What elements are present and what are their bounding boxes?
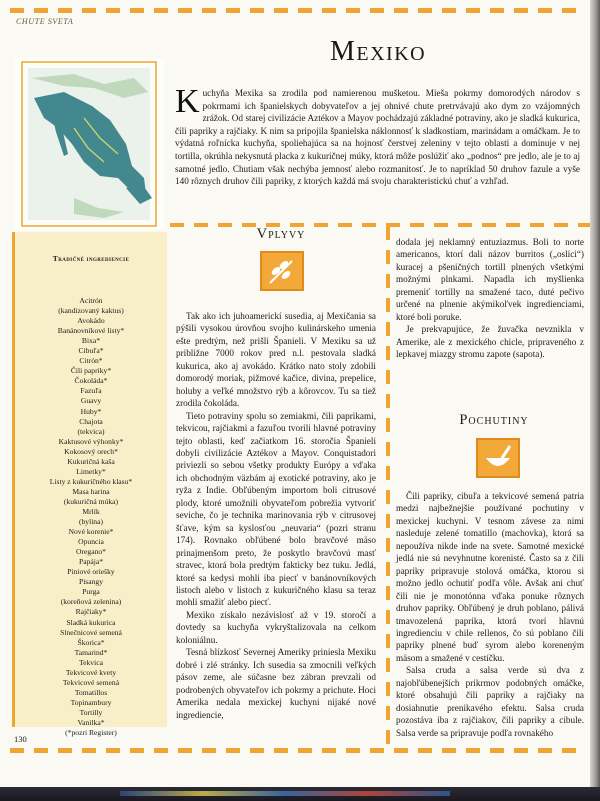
ingredient-item: Papája*: [78, 557, 104, 567]
leaf-branch-icon: [260, 251, 304, 291]
ingredient-item: Citrón*: [79, 356, 103, 366]
ingredient-item: (koreňová zelenina): [60, 597, 122, 607]
ingredient-item: Opuncia: [78, 537, 104, 547]
mortar-pestle-icon: [476, 438, 520, 478]
ingredient-item: Tomatillos: [74, 687, 108, 697]
paragraph: Tesná blízkosť Severnej Ameriky priniesla Mexiku dobré i zlé stránky. Ich susedia sa zmocnili veľkých pásov zeme, ale súčasne bez zábran prevzali od podrobených obyvateľov ich pokrmy a prichute. Hoci Amerika nedala mexickej kuchyni nijaké nové ingrediencie,: [176, 647, 376, 720]
ingredients-sidebar: [12, 232, 167, 738]
section-label: CHUTE SVETA: [16, 17, 74, 26]
paragraph: Salsa cruda a salsa verde sú dva z najobľúbenejších prikrmov podobných omáčke, ktoré obsahujú čili papriky a rajčiaky na dosiahnutie prenikavého efektu. Salsa cruda pozostáva iba z rajčiakov, čili papriky a cibule. Salsa verde sa pripravuje podľa rovnakého: [396, 665, 584, 738]
ingredient-item: Vanilka*: [77, 717, 105, 727]
ingredient-item: Čokoláda*: [74, 376, 108, 386]
ingredient-item: Fazuľa: [80, 386, 102, 396]
ingredient-item: Listy z kukuričného klasu*: [49, 476, 133, 486]
ingredient-item: Cibuľa*: [78, 346, 104, 356]
ingredient-item: Purga: [82, 587, 100, 597]
page-number: 130: [14, 734, 27, 744]
ingredient-item: Kokosový orech*: [64, 446, 118, 456]
section-title-pochutiny: Pochutiny: [459, 412, 529, 428]
paragraph: dodala jej neklamný entuziazmus. Boli to norte americanos, ktorí dali názov burritos („oslíci“) kuracej a pšeničných tortill plnených všetkými možnými plnkami. Napadla ich myšlienka premeniť tortilly na smažené taco, duté pečivo určené na plnenie akýmikoľvek ingredienciami, ktoré boli poruke.: [396, 237, 584, 322]
ingredient-item: (kandizovaný kaktus): [58, 306, 124, 316]
top-border: [10, 8, 585, 13]
ingredient-item: Pisangy: [78, 577, 104, 587]
ingredient-item: Masa harina: [72, 486, 110, 496]
ingredient-item: Slnečnicové semená: [60, 627, 122, 637]
ingredient-item: Tekvica: [79, 657, 103, 667]
page-title: Mexiko: [330, 36, 427, 67]
intro-text: uchyňa Mexika sa zrodila pod namierenou mušketou. Mieša pokrmy domorodých národov s pokrmami ich španielskych dobyvateľov a jej ohnivé chute pretrvávajú ako dym zo vzájomných zrážok. Od starej civilizácie Aztékov a Mayov pochádzajú základné potraviny, ako je sladká kukurica, čili papriky a rajčiaky. K nim sa pripojila španielska náklonnosť k sladkostiam, marinádam a omáčkam. Je to výdatná roľnícka kuchyňa, spoliehajúca sa na hojnosť čerstvej zeleniny v tejto oblasti a dominuje v nej tortilla, okrúhla nekysnutá placka z kukuričnej múky, ktorá môže poslúžiť ako „podnos“ pre jedlo, ale je to aj samotné jedlo. Chutiam však nechýba jemnosť alebo rozmanitosť. Je to napríklad 50 druhov fazule a vyše 140 rôznych druhov čili papriky, z ktorých každá má svoju charakteristickú chuť a vzhľad.: [175, 88, 580, 187]
ingredients-list: [15, 296, 167, 738]
ingredient-item: Čili papriky*: [70, 366, 112, 376]
mexico-map-illustration: [14, 58, 164, 230]
column-pochutiny: [396, 490, 584, 739]
bottom-border: [10, 748, 585, 753]
column-vplyvy: [176, 310, 376, 721]
ingredient-item: (*pozri Register): [65, 728, 117, 738]
ingredient-item: Bixa*: [81, 336, 101, 346]
intro-paragraph: [175, 83, 580, 188]
ingredient-item: Avokádo: [77, 316, 105, 326]
ingredient-item: Mrlík: [82, 506, 100, 516]
paragraph: Mexiko získalo nezávislosť až v 19. storočí a dovtedy sa kuchyňa vykryštalizovala na celkom koloniálnu.: [176, 609, 376, 645]
ingredient-item: Sladká kukurica: [66, 617, 116, 627]
bottom-edge: [0, 787, 600, 801]
ingredient-item: Guavy: [80, 396, 102, 406]
sidebar-title: Tradičné ingrediencie: [52, 254, 130, 263]
ingredient-item: Rajčiaky*: [75, 607, 107, 617]
ingredient-item: Škorica*: [77, 637, 105, 647]
paragraph: Tak ako ich juhoamerickí susedia, aj Mexičania sa pýšili vysokou úrovňou svojho kulinárskeho umenia ešte predtým, než prišli Španieli. V Mexiku sa už približne 7000 rokov pred n.l. pestovala sladká kukurica, ako aj avokádo. Krátko nato stoly zdobili domorodý moriak, pižmové kačice, divina, prepelice, holuby a veľké množstvo rýb a kôrovcov. Tu sa tiež zrodila čokoláda.: [176, 311, 376, 409]
ingredient-item: Banánovníkové listy*: [57, 326, 125, 336]
ingredient-item: (bylina): [78, 517, 104, 527]
paragraph: Je prekvapujúce, že žuvačka nevznikla v Amerike, ale z mexického chicle, pripraveného z lepkavej miazgy stromu zapote (sapota).: [396, 324, 584, 360]
ingredient-item: Limetky*: [76, 466, 106, 476]
ingredient-item: Oregano*: [76, 547, 106, 557]
ingredient-item: Tortilly: [79, 707, 103, 717]
section-title-vplyvy: Vplyvy: [256, 226, 306, 242]
column-right-top: [396, 236, 584, 361]
ingredient-item: Kukuričná kaša: [67, 456, 115, 466]
paragraph: Čili papriky, cibuľa a tekvicové semená patria medzi najbežnejšie používané pochutiny v mexickej kuchyni. V tesnom závese za nimi nasleduje zelené tomatillo (machovka), ktorá sa nepoužíva nikde inde na svete. Samotné mexické jedlá nie sú nevyhnutne korenisté. Často sa z čili papriky pripravuje stolová omáčka, ktorou si možno jedlo ochutiť podľa vôle. Avšak ani chuť čili nie je monotónna vďaka ponuke rôznych druhov papriky. Obľúbený je druh poblano, pálivá tmavozelená paprika, ktorá tvorí hlavnú ingredienciu v chile rellenos, čo sú poblano čili papriky plnené buď syrom alebo koreneným mäsom a smažené v cestíčku.: [396, 491, 584, 663]
ingredient-item: Tamarind*: [74, 647, 108, 657]
ingredient-item: Tekvicové kvety: [65, 667, 117, 677]
paragraph: Tieto potraviny spolu so zemiakmi, čili paprikami, tekvicou, rajčiakmi a fazuľou tvorili hlavné potraviny tejto oblasti, keď začiatkom 16. storočia Španieli dobyli civilizácie Aztékov a Mayov. Conquistadori priviezli so sebou všetky produkty Európy a vďaka ich obchodným väzbám aj exotické potraviny, ako je ryža z Indie. Obľúbeným importom boli citrusové plody, ktoré umožnili obyvateľom pobrežia vytvoriť seviche, čo je technika marinovania rýb v citrusovej šťave, kým sa kyslosťou „neuvaria“ (pozri stranu 174). Rovnako obľúbené bolo bravčové mäso prinajmenšom preto, že poskytlo bravčovú masť stravec, ktorá bola predtým fakticky bez tuku. Jedlá, ktoré sa kedysi mohli iba piecť v banánovníkových listoch alebo v listoch z kukuričného klasu sa teraz mohli smažiť alebo piecť.: [176, 410, 376, 608]
drop-cap: K: [175, 83, 200, 120]
book-gutter: [590, 0, 600, 801]
ingredient-item: Piniové oriešky: [67, 567, 115, 577]
ingredient-item: Topinambury: [70, 697, 112, 707]
ingredient-item: Nové korenie*: [68, 527, 114, 537]
ingredient-item: Tekvicové semená: [62, 677, 120, 687]
ingredient-item: Kaktusové výhonky*: [58, 436, 124, 446]
ingredient-item: Chajota: [79, 416, 103, 426]
column-divider: [386, 226, 390, 746]
ingredient-item: Acitrón: [79, 296, 103, 305]
ingredient-item: Huby*: [80, 406, 102, 416]
ingredient-item: (tekvica): [77, 426, 105, 436]
ingredient-item: (kukuričná múka): [63, 496, 119, 506]
